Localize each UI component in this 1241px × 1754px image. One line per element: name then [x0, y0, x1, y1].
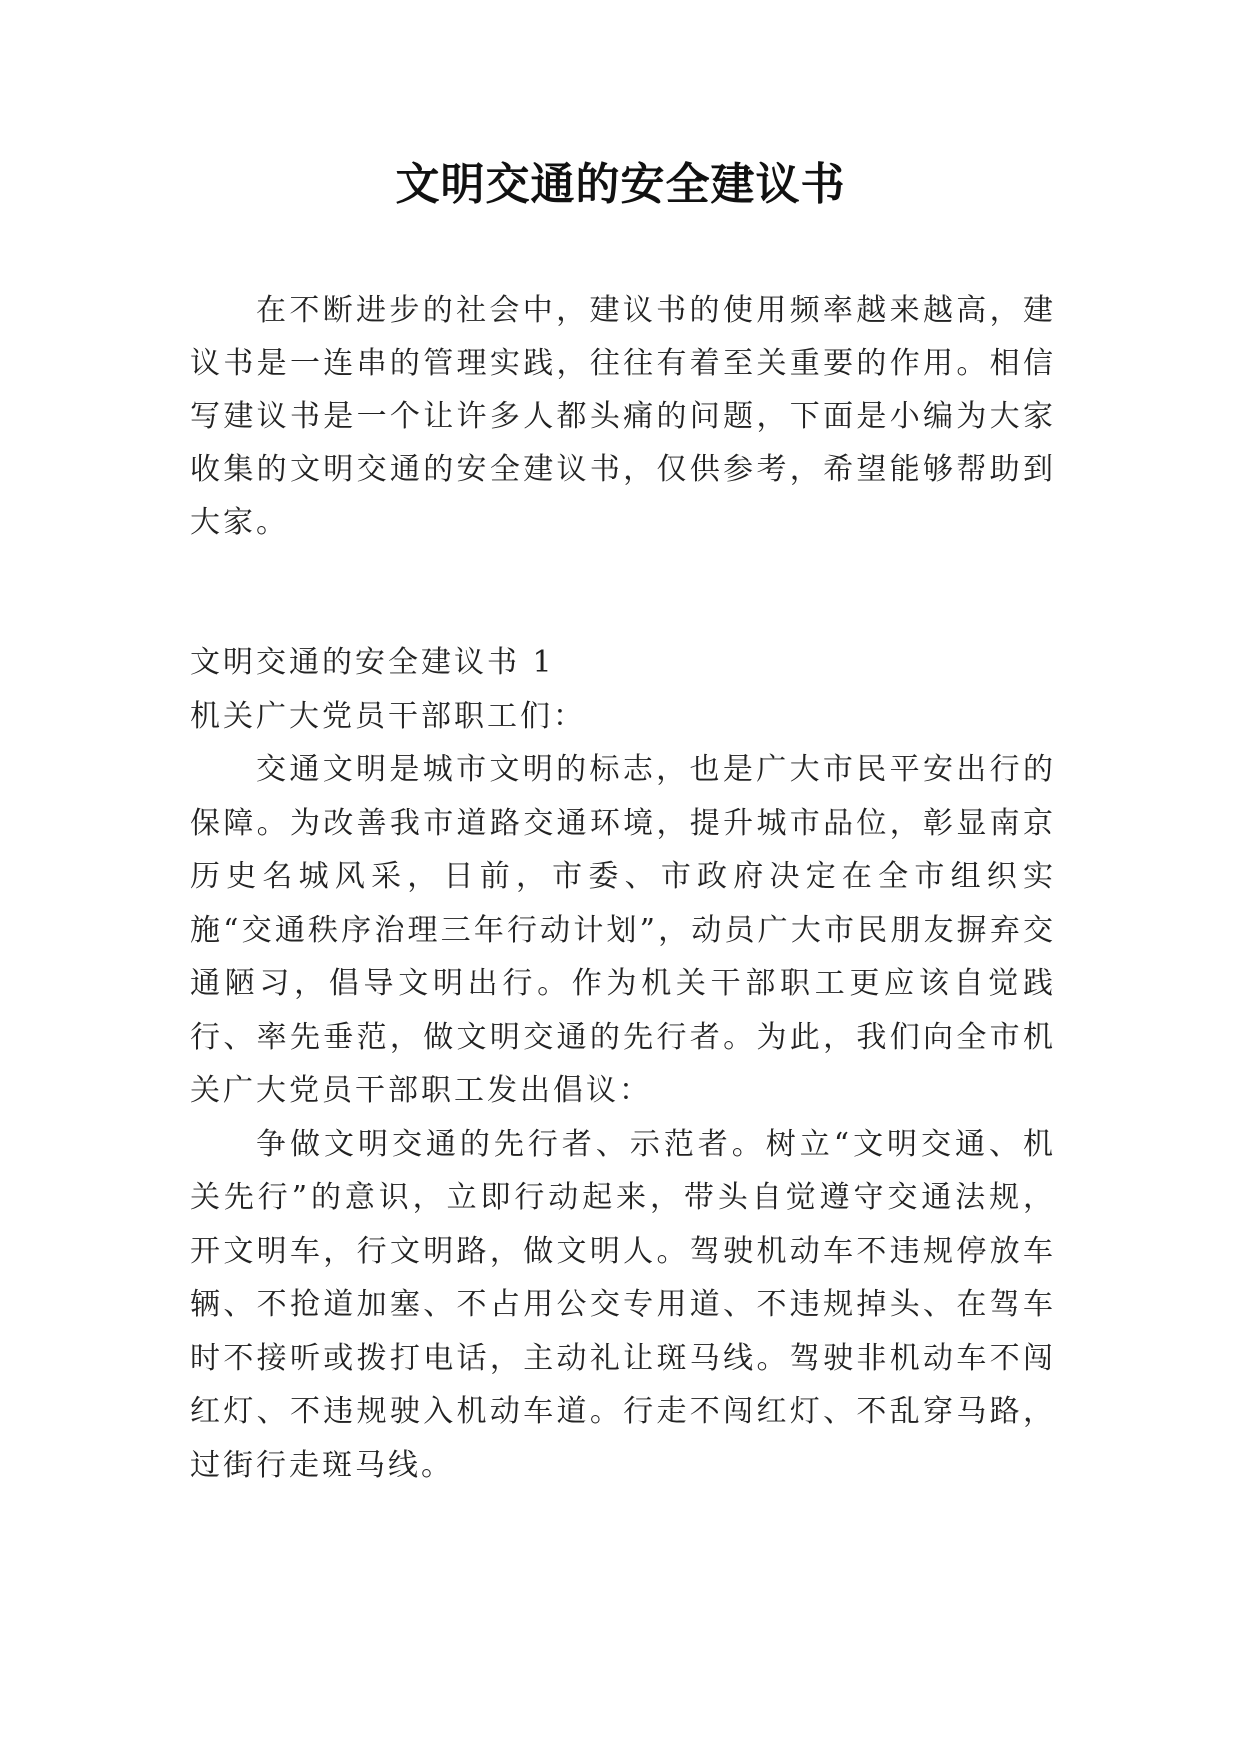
section-block — [190, 636, 1056, 1492]
document-title: 文明交通的安全建议书 — [395, 159, 846, 210]
intro-paragraph: 在不断进步的社会中，建议书的使用频率越来越高，建议书是一连串的管理实践，往往有着至关重要的作用。相信写建议书是一个让许多人都头痛的问题，下面是小编为大家收集的文明交通的安全建议书，仅供参考，希望能够帮助到大家。 — [190, 293, 1056, 540]
intro-block — [190, 284, 1056, 549]
salutation: 机关广大党员干部职工们： — [190, 698, 586, 734]
body-paragraph-1: 交通文明是城市文明的标志，也是广大市民平安出行的保障。为改善我市道路交通环境，提升城市品位，彰显南京历史名城风采，日前，市委、市政府决定在全市组织实施“交通秩序治理三年行动计划”，动员广大市民朋友摒弃交通陋习，倡导文明出行。作为机关干部职工更应该自觉践行、率先垂范，做文明交通的先行者。为此，我们向全市机关广大党员干部职工发出倡议： — [190, 752, 1056, 1108]
body-paragraph-2: 争做文明交通的先行者、示范者。树立“文明交通、机关先行”的意识，立即行动起来，带头自觉遵守交通法规，开文明车，行文明路，做文明人。驾驶机动车不违规停放车辆、不抢道加塞、不占用公交专用道、不违规掉头、在驾车时不接听或拨打电话，主动礼让斑马线。驾驶非机动车不闯红灯、不违规驶入机动车道。行走不闯红灯、不乱穿马路，过街行走斑马线。 — [190, 1126, 1056, 1483]
section-heading: 文明交通的安全建议书 1 — [190, 645, 555, 680]
